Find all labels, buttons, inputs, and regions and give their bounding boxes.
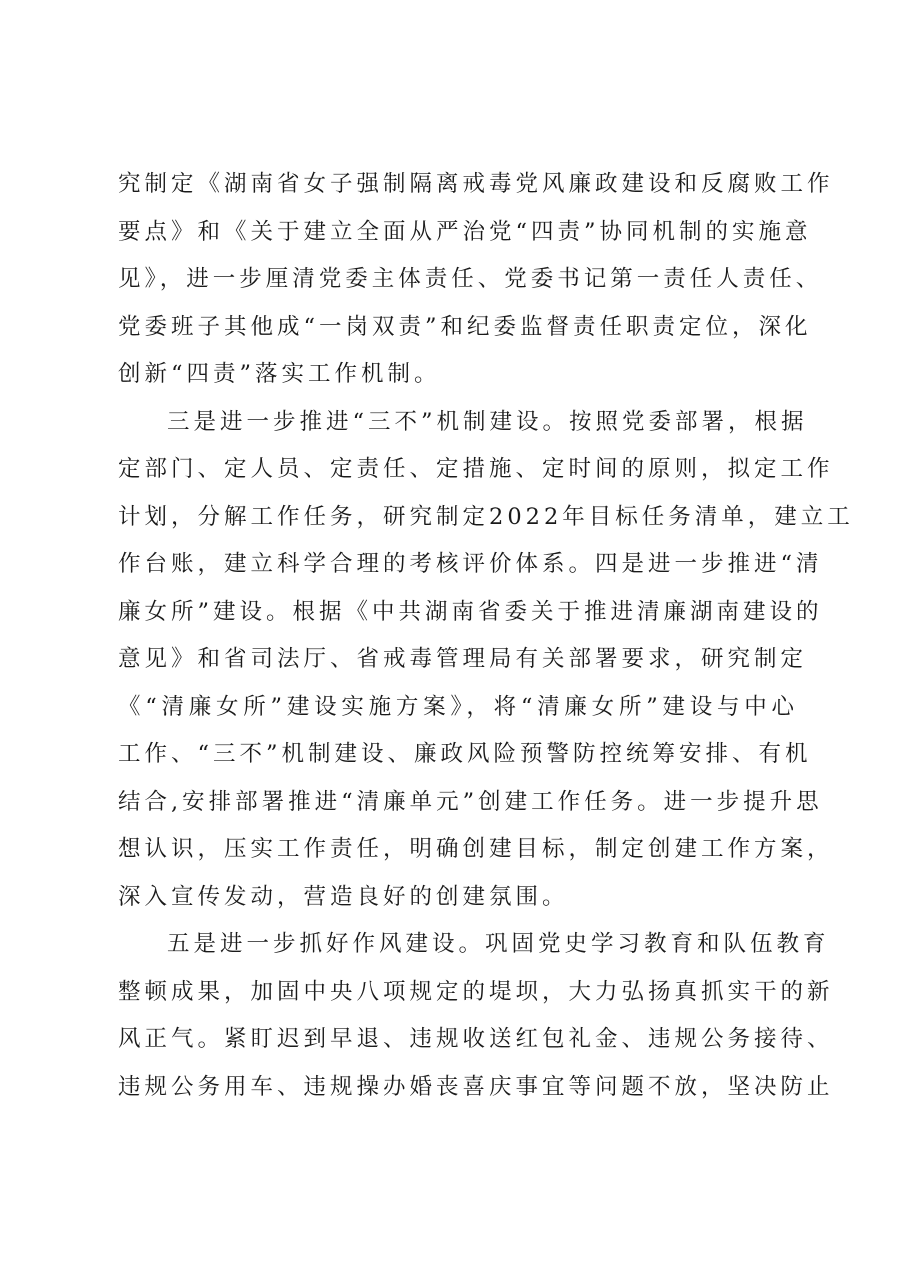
text-line: 结合,安排部署推进“清廉单元”创建工作任务。进一步提升思 <box>118 788 823 815</box>
text-line: 要点》和《关于建立全面从严治党“四责”协同机制的实施意 <box>118 218 812 245</box>
text-line: 整顿成果，加固中央八项规定的堤坝，大力弘扬真抓实干的新 <box>118 978 834 1005</box>
text-line: 深入宣传发动，营造良好的创建氛围。 <box>118 883 569 910</box>
paragraph-first-line: 五是进一步抓好作风建设。巩固党史学习教育和队伍教育 <box>167 931 830 957</box>
text-line: 意见》和省司法厅、省戒毒管理局有关部署要求，研究制定 <box>118 646 808 672</box>
text-line: 计划，分解工作任务，研究制定2022年目标任务清单，建立工 <box>118 503 854 530</box>
text-line: 廉女所”建设。根据《中共湖南省委关于推进清廉湖南建设的 <box>118 598 823 625</box>
text-line: 创新“四责”落实工作机制。 <box>118 361 441 387</box>
text-line: 违规公务用车、违规操办婚丧喜庆事宜等问题不放，坚决防止 <box>118 1073 834 1100</box>
text-line: 风正气。紧盯迟到早退、违规收送红包礼金、违规公务接待、 <box>118 1026 834 1052</box>
body-text <box>118 161 854 1111</box>
text-line: 《“清廉女所”建设实施方案》，将“清廉女所”建设与中心 <box>118 693 798 720</box>
text-line: 定部门、定人员、定责任、定措施、定时间的原则，拟定工作 <box>118 456 834 482</box>
text-line: 想认识，压实工作责任，明确创建目标，制定创建工作方案， <box>118 836 834 862</box>
text-line: 究制定《湖南省女子强制隔离戒毒党风廉政建设和反腐败工作 <box>118 171 834 197</box>
text-line: 工作、“三不”机制建设、廉政风险预警防控统筹安排、有机 <box>118 741 812 767</box>
paragraph-first-line: 三是进一步推进“三不”机制建设。按照党委部署，根据 <box>167 408 808 435</box>
text-line: 党委班子其他成“一岗双责”和纪委监督责任职责定位，深化 <box>118 313 812 340</box>
text-line: 作台账，建立科学合理的考核评价体系。四是进一步推进“清 <box>118 551 823 577</box>
text-line: 见》，进一步厘清党委主体责任、党委书记第一责任人责任、 <box>118 266 823 292</box>
